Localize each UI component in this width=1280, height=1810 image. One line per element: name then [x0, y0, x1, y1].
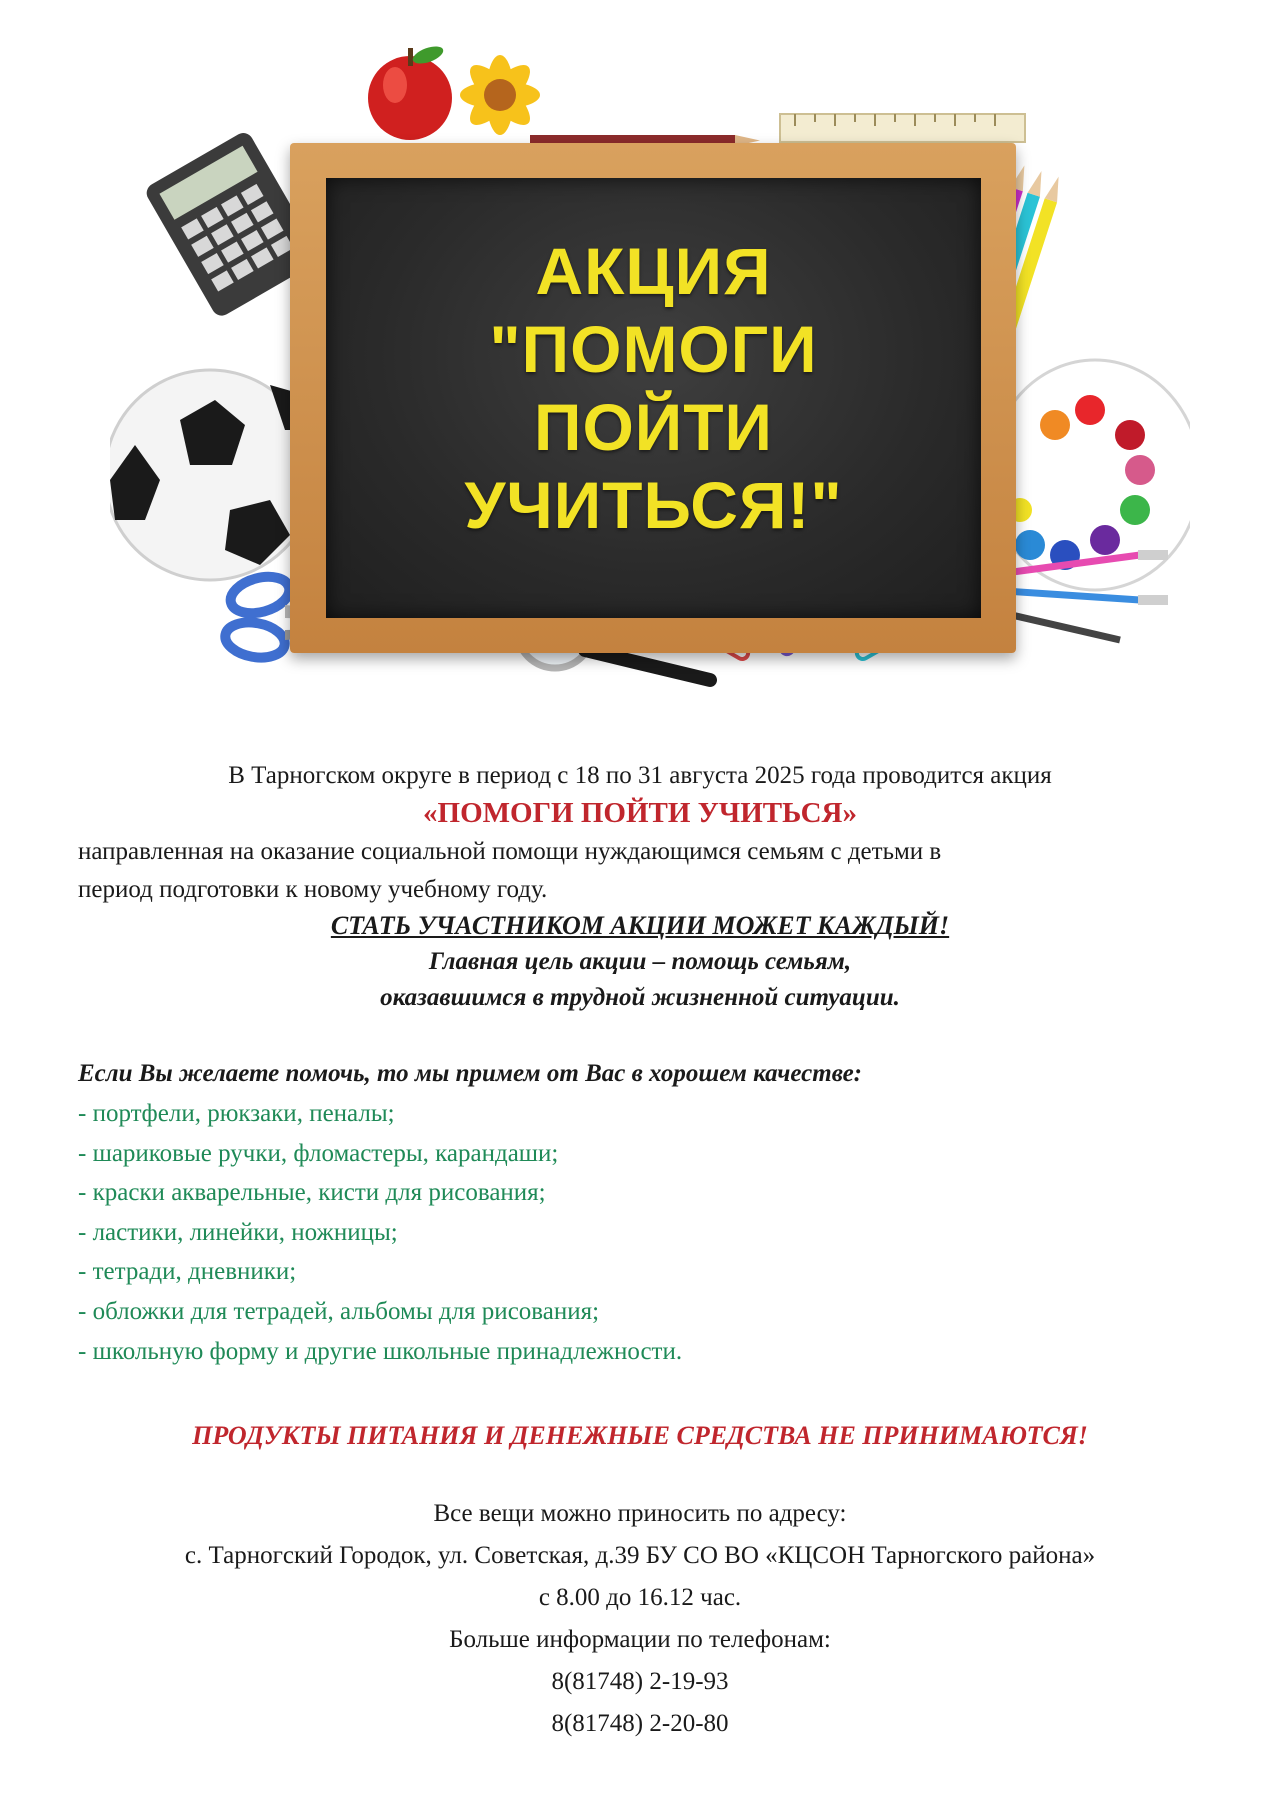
- donation-item: - школьную форму и другие школьные принадлежности.: [78, 1338, 683, 1365]
- intro-sentence: В Тарногском округе в период с 18 по 31 августа 2025 года проводится акция: [228, 762, 1052, 789]
- ruler-icon: [780, 114, 1025, 142]
- address-intro: Все вещи можно приносить по адресу:: [433, 1500, 847, 1527]
- phones-intro: Больше информации по телефонам:: [449, 1626, 831, 1653]
- apple-icon: [368, 43, 452, 140]
- soccer-ball-icon: [110, 370, 315, 580]
- board-line-3: ПОЙТИ: [534, 390, 773, 464]
- sunflower-icon: [460, 55, 540, 135]
- donation-item: - ластики, линейки, ножницы;: [78, 1219, 398, 1246]
- goal-line-1: Главная цель акции – помощь семьям,: [428, 948, 852, 975]
- board-line-1: АКЦИЯ: [535, 234, 772, 308]
- purpose-line-2: период подготовки к новому учебному году.: [78, 876, 548, 903]
- phone-number: 8(81748) 2-19-93: [551, 1668, 729, 1695]
- participate-headline: СТАТЬ УЧАСТНИКОМ АКЦИИ МОЖЕТ КАЖДЫЙ!: [330, 911, 950, 940]
- donation-item: - шариковые ручки, фломастеры, карандаши;: [78, 1140, 559, 1167]
- not-accepted-warning: ПРОДУКТЫ ПИТАНИЯ И ДЕНЕЖНЫЕ СРЕДСТВА НЕ ПРИНИМАЮТСЯ!: [192, 1421, 1088, 1450]
- board-line-4: УЧИТЬСЯ!": [464, 468, 843, 542]
- goal-line-2: оказавшимся в трудной жизненной ситуации.: [380, 984, 900, 1011]
- donations-intro: Если Вы желаете помочь, то мы примем от Вас в хорошем качестве:: [78, 1060, 863, 1087]
- board-line-2: "ПОМОГИ: [489, 312, 818, 386]
- chalkboard-title: [326, 232, 981, 544]
- campaign-name: «ПОМОГИ ПОЙТИ УЧИТЬСЯ»: [423, 797, 857, 829]
- purpose-line-1: направленная на оказание социальной помощи нуждающимся семьям с детьми в: [78, 838, 942, 865]
- donation-item: - тетради, дневники;: [78, 1258, 297, 1285]
- working-hours: с 8.00 до 16.12 час.: [538, 1584, 742, 1611]
- phone-number: 8(81748) 2-20-80: [551, 1710, 729, 1737]
- address: с. Тарногский Городок, ул. Советская, д.39 БУ СО ВО «КЦСОН Тарногского района»: [184, 1542, 1096, 1569]
- donation-item: - краски акварельные, кисти для рисования;: [78, 1179, 546, 1206]
- donation-item: - портфели, рюкзаки, пеналы;: [78, 1100, 395, 1127]
- donation-item: - обложки для тетрадей, альбомы для рисования;: [78, 1298, 600, 1325]
